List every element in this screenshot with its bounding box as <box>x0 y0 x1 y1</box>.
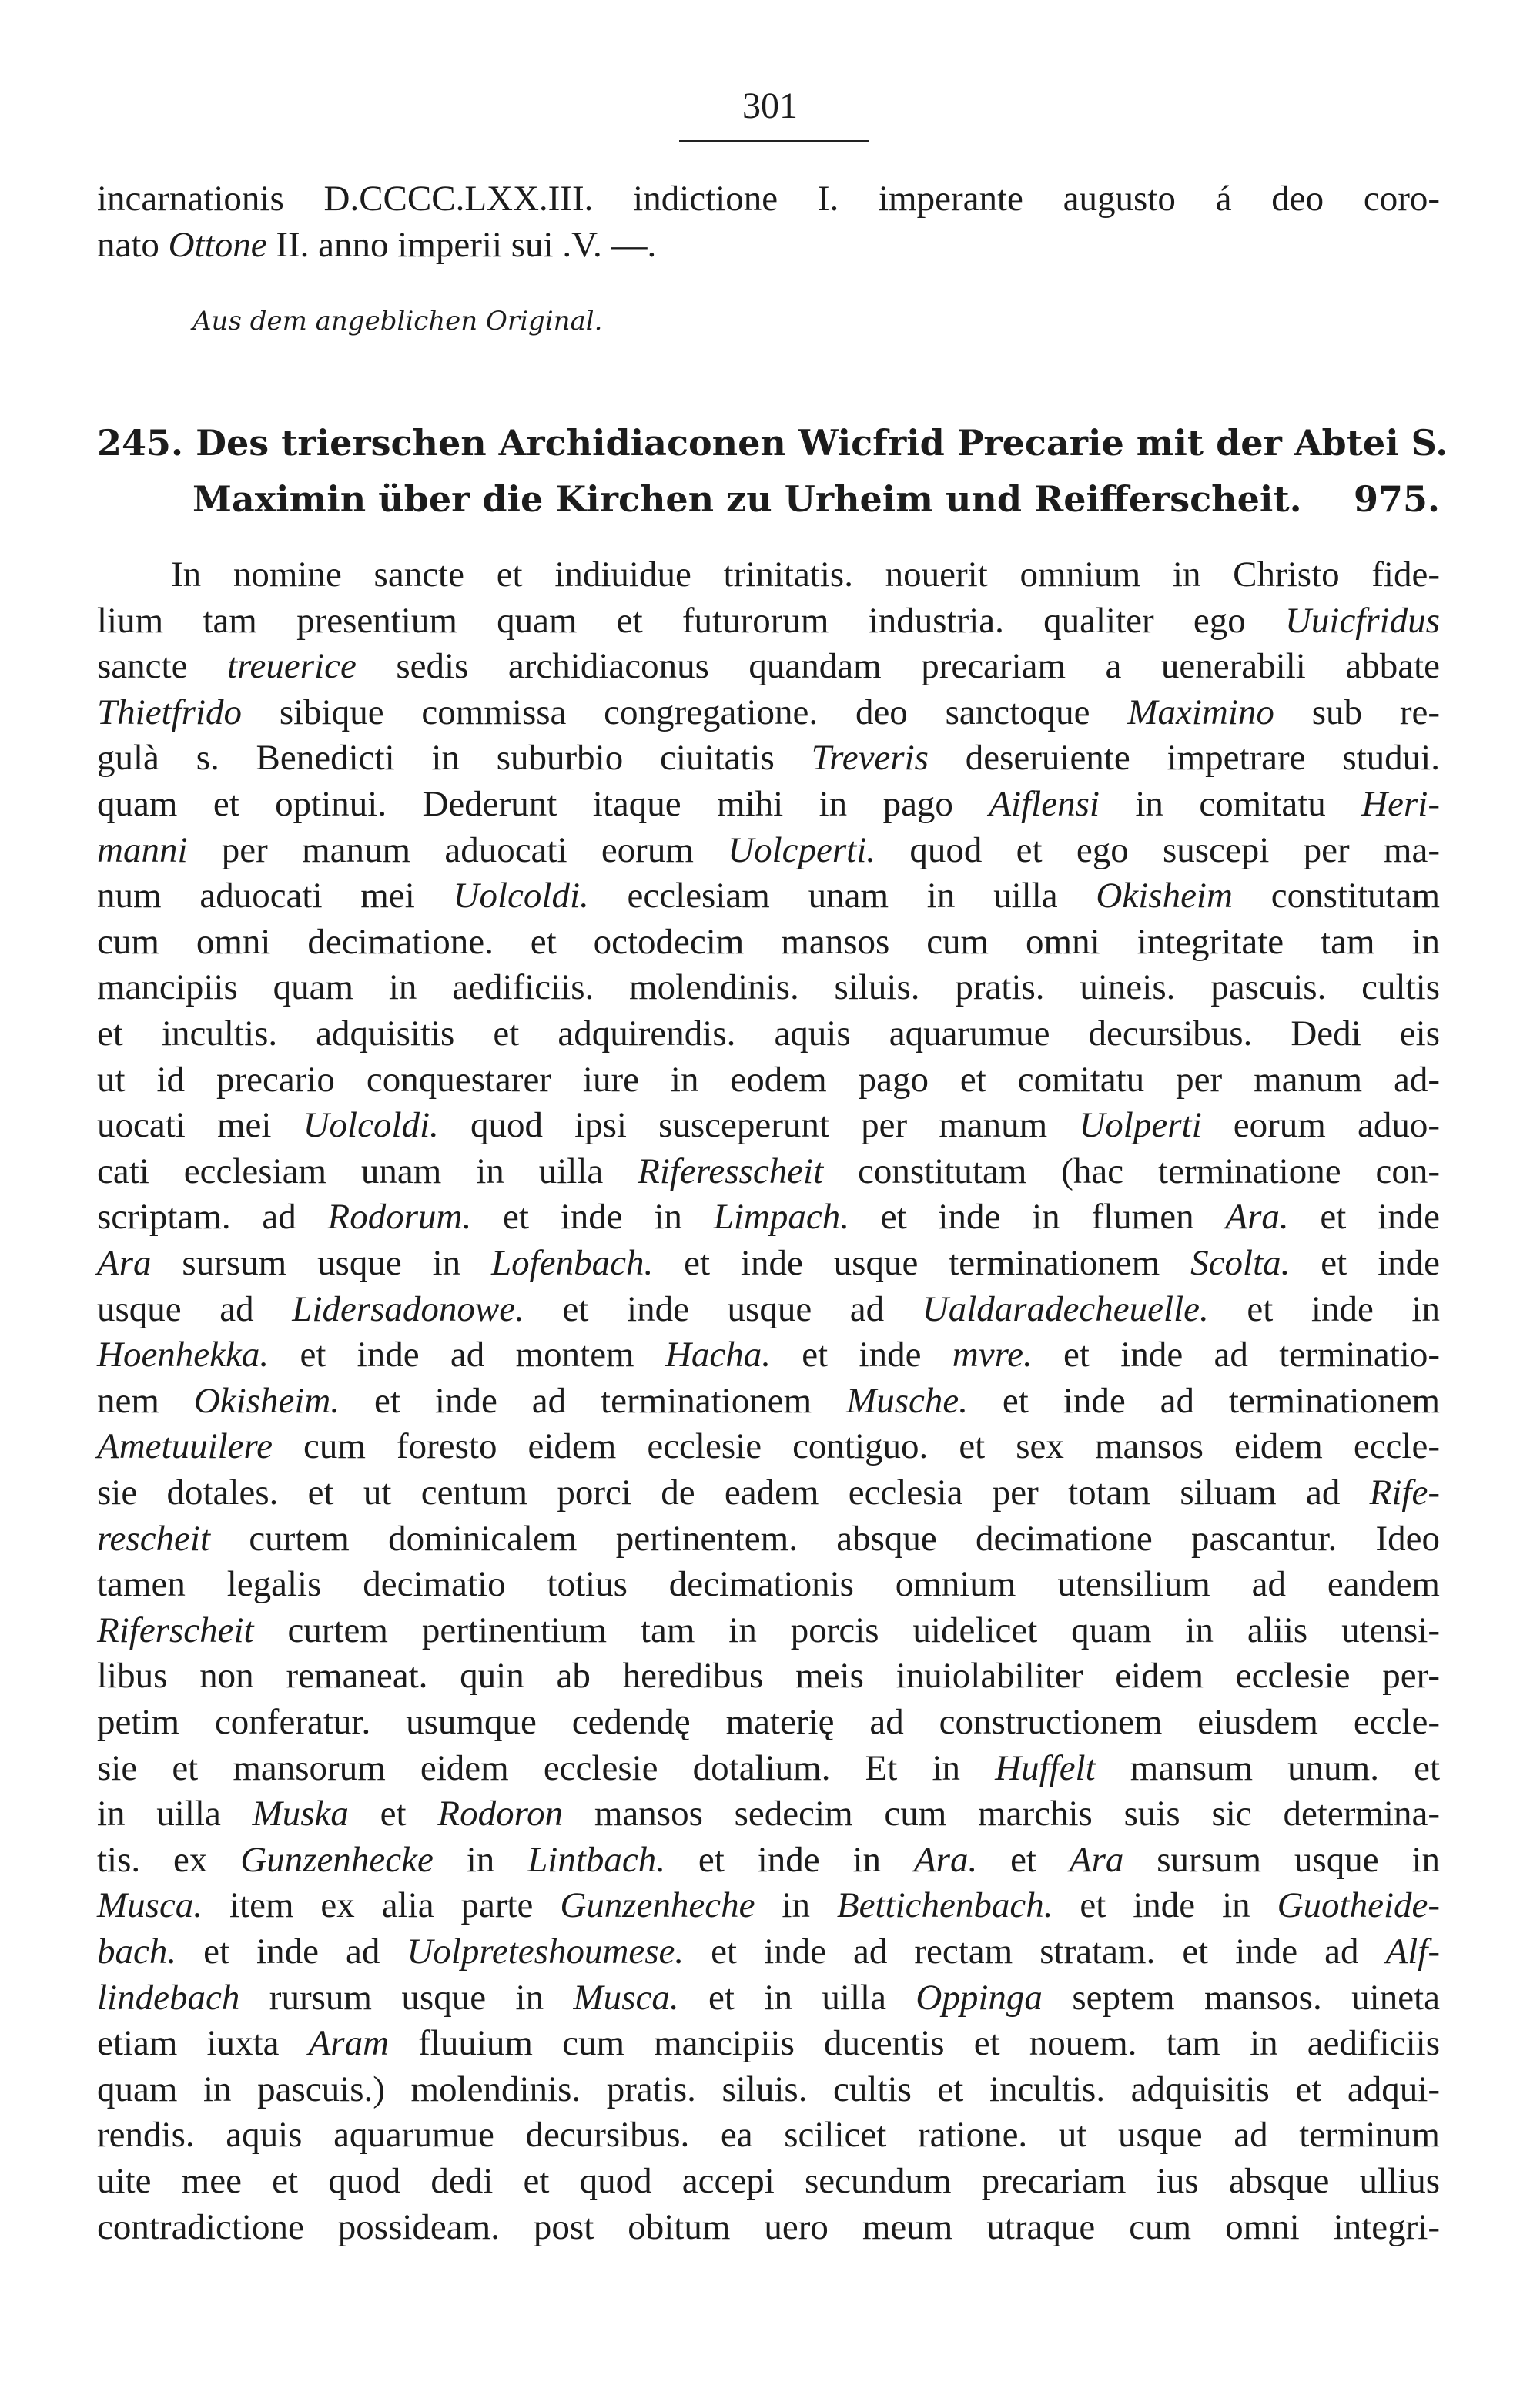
text-run: rursum usque in <box>239 1977 574 2018</box>
text-line <box>97 1469 1440 1516</box>
text-run: et inde usque terminationem <box>653 1243 1191 1283</box>
italic-name: Lintbach. <box>527 1839 666 1880</box>
text-run: curtem dominicalem pertinentem. absque decimatione pascantur. Ideo <box>210 1518 1440 1559</box>
text-line <box>97 1286 1440 1332</box>
italic-name: Limpach. <box>713 1197 849 1238</box>
italic-name: Musca. <box>573 1977 679 2018</box>
text-line <box>97 827 1440 873</box>
text-run: mansum unum. et <box>1095 1747 1441 1788</box>
italic-name: Alf- <box>1385 1931 1441 1972</box>
text-run: curtem pertinentium tam in porcis uidelicet quam in aliis utensi- <box>253 1610 1440 1650</box>
italic-name: manni <box>97 829 188 870</box>
text-run: quod ipsi susceperunt per manum <box>438 1105 1080 1146</box>
text-run: deseruiente impetrare studui. <box>928 738 1440 779</box>
text-line <box>97 1332 1440 1378</box>
text-run: in comitatu <box>1099 784 1362 824</box>
italic-name: Musca. <box>97 1885 203 1926</box>
italic-name: Hacha. <box>665 1335 771 1375</box>
text-run: ut id precario conquestarer iure in eodem pago et comitatu per manum ad- <box>97 1059 1440 1100</box>
text-line <box>97 598 1440 644</box>
italic-name: Ottone <box>168 225 267 265</box>
text-line <box>97 1516 1440 1562</box>
text-run: et in uilla <box>678 1977 916 2018</box>
text-run: et inde ad terminatio- <box>1032 1335 1441 1375</box>
italic-name: Ara. <box>1225 1197 1289 1238</box>
text-run: in uilla <box>97 1794 253 1834</box>
italic-name: treuerice <box>226 646 357 687</box>
italic-name: Guotheide- <box>1277 1885 1441 1926</box>
italic-name: Musche. <box>846 1380 968 1421</box>
italic-name: mvre. <box>952 1335 1033 1375</box>
text-run: et inde in <box>471 1197 714 1238</box>
text-line <box>97 1102 1440 1148</box>
text-line <box>97 735 1440 781</box>
italic-name: Lofenbach. <box>491 1243 654 1283</box>
text-run: et inde <box>771 1335 952 1375</box>
text-line <box>97 643 1440 689</box>
italic-name: Rife- <box>1369 1472 1440 1513</box>
text-line <box>97 1975 1440 2021</box>
italic-name: Uolcoldi. <box>453 876 589 916</box>
text-line <box>97 551 1440 598</box>
text-line <box>97 1607 1440 1653</box>
text-line <box>97 1653 1440 1699</box>
italic-name: Bettichenbach. <box>836 1885 1053 1926</box>
text-run: et inde in flumen <box>849 1197 1226 1238</box>
text-line <box>97 1148 1440 1194</box>
text-run: et <box>977 1839 1070 1880</box>
italic-name: Treveris <box>811 738 929 779</box>
italic-name: Ara <box>1069 1839 1124 1880</box>
text-run: nato <box>97 225 169 265</box>
text-run: constitutam (hac terminatione con- <box>823 1151 1441 1191</box>
charter-title-line-1: Des trierschen Archidiaconen Wicfrid Precarie mit der Abtei S. <box>196 422 1448 464</box>
text-line <box>97 1699 1440 1745</box>
italic-name: Maximino <box>1127 692 1274 732</box>
italic-name: Uolcperti. <box>728 829 876 870</box>
text-line <box>97 781 1440 827</box>
charter-number: 245. <box>97 422 184 464</box>
text-run: petim conferatur. usumque cedendę materię ad constructionem eiusdem eccle- <box>97 1702 1440 1742</box>
text-run: sedis archidiaconus quandam precariam a uenerabili abbate <box>356 646 1440 687</box>
italic-name: Ara. <box>913 1839 978 1880</box>
text-line <box>97 2112 1440 2158</box>
text-run: in <box>755 1885 837 1926</box>
text-line <box>97 1057 1440 1103</box>
italic-name: Gunzenheche <box>560 1885 755 1926</box>
text-run: II. anno imperii sui .V. —. <box>266 225 657 265</box>
text-run: sancte <box>97 646 227 687</box>
italic-name: lindebach <box>97 1977 240 2018</box>
text-run: et inde in <box>665 1839 914 1880</box>
text-run: constitutam <box>1232 876 1441 916</box>
source-note: Aus dem angeblichen Original. <box>192 306 603 337</box>
text-run: per manum aduocati eorum <box>187 829 728 870</box>
text-run: quam in pascuis.) molendinis. pratis. siluis. cultis et incultis. adquisitis et adqui- <box>97 2069 1440 2109</box>
text-run: et incultis. adquisitis et adquirendis. aquis aquarumue decursibus. Dedi eis <box>97 1013 1440 1054</box>
italic-name: Thietfrido <box>97 692 243 732</box>
text-run: sie et mansorum eidem ecclesie dotalium. Et in <box>97 1747 996 1788</box>
charter-heading-line-1 <box>97 417 1448 468</box>
text-run: et inde usque ad <box>524 1288 922 1329</box>
text-run: et inde in <box>1053 1885 1277 1926</box>
italic-name: Aiflensi <box>989 784 1100 824</box>
text-run: item ex alia parte <box>203 1885 561 1926</box>
italic-name: Okisheim <box>1096 876 1233 916</box>
text-run: nem <box>97 1380 194 1421</box>
text-run: mansos sedecim cum marchis suis sic determina- <box>563 1794 1441 1834</box>
text-run: et inde ad <box>176 1931 407 1972</box>
text-run: uite mee et quod dedi et quod accepi secundum precariam ius absque ullius <box>97 2161 1440 2201</box>
italic-name: Gunzenhecke <box>240 1839 434 1880</box>
italic-name: Rodoron <box>437 1794 564 1834</box>
text-run: In nomine sancte et indiuidue trinitatis. nouerit omnium in Christo fide- <box>171 554 1440 595</box>
italic-name: Riferesscheit <box>638 1151 824 1191</box>
italic-name: rescheit <box>97 1518 211 1559</box>
text-run: et inde ad terminationem <box>340 1380 847 1421</box>
text-run: num aduocati mei <box>97 876 454 916</box>
italic-name: Uolperti <box>1079 1105 1202 1146</box>
italic-name: Ametuuilere <box>97 1426 273 1467</box>
text-run: et inde ad rectam stratam. et inde ad <box>684 1931 1386 1972</box>
italic-name: Uolpreteshoumese. <box>407 1931 685 1972</box>
text-run: tamen legalis decimatio totius decimationis omnium utensilium ad eandem <box>97 1564 1440 1605</box>
charter-title-line-2: Maximin über die Kirchen zu Urheim und Reifferscheit. <box>192 478 1302 520</box>
text-run: sie dotales. et ut centum porci de eadem ecclesia per totam siluam ad <box>97 1472 1370 1513</box>
text-line <box>97 1423 1440 1469</box>
text-run: tis. ex <box>97 1839 241 1880</box>
text-run: et <box>348 1794 438 1834</box>
text-line <box>97 1837 1440 1883</box>
text-run: sibique commissa congregatione. deo sanctoque <box>242 692 1128 732</box>
text-run: usque ad <box>97 1288 293 1329</box>
text-run: uocati mei <box>97 1105 303 1146</box>
text-run: rendis. aquis aquarumue decursibus. ea scilicet ratione. ut usque ad terminum <box>97 2115 1440 2156</box>
text-line <box>97 1194 1440 1240</box>
italic-name: Oppinga <box>916 1977 1043 2018</box>
text-run: libus non remaneat. quin ab heredibus meis inuiolabiliter eidem ecclesie per- <box>97 1656 1440 1697</box>
text-run: in <box>433 1839 528 1880</box>
text-run: et inde <box>1288 1197 1440 1238</box>
italic-name: Riferscheit <box>97 1610 254 1650</box>
text-line <box>97 1240 1440 1286</box>
text-line <box>97 2158 1440 2204</box>
text-run: et inde ad terminationem <box>968 1380 1441 1421</box>
text-run: scriptam. ad <box>97 1197 328 1238</box>
text-line <box>97 176 1440 222</box>
italic-name: Uuicfridus <box>1284 600 1440 641</box>
text-line <box>97 2204 1440 2250</box>
text-run: eorum aduo- <box>1201 1105 1440 1146</box>
text-run: et inde <box>1290 1243 1441 1283</box>
italic-name: Huffelt <box>995 1747 1096 1788</box>
text-run: contradictione possideam. post obitum uero meum utraque cum omni integri- <box>97 2206 1440 2247</box>
italic-name: Scolta. <box>1190 1243 1291 1283</box>
text-run: sursum usque in <box>151 1243 492 1283</box>
text-line <box>97 1561 1440 1607</box>
italic-name: Ualdaradecheuelle. <box>922 1288 1209 1329</box>
text-line <box>97 2066 1440 2112</box>
italic-name: Rodorum. <box>327 1197 472 1238</box>
text-run: sub re- <box>1274 692 1440 732</box>
italic-name: Okisheim. <box>193 1380 340 1421</box>
italic-name: Uolcoldi. <box>303 1105 439 1146</box>
italic-name: Ara <box>97 1243 152 1283</box>
text-line <box>97 1378 1440 1424</box>
italic-name: Hoenhekka. <box>97 1335 270 1375</box>
text-line <box>97 689 1440 735</box>
text-line <box>97 1791 1440 1837</box>
text-line <box>97 1882 1440 1928</box>
text-run: quod et ego suscepi per ma- <box>875 829 1440 870</box>
text-line <box>97 1010 1440 1057</box>
italic-name: bach. <box>97 1931 177 1972</box>
page-number: 301 <box>742 85 798 126</box>
text-line <box>97 873 1440 919</box>
text-run: lium tam presentium quam et futurorum industria. qualiter ego <box>97 600 1285 641</box>
text-line <box>97 919 1440 965</box>
italic-name: Heri- <box>1361 784 1440 824</box>
text-run: septem mansos. uineta <box>1042 1977 1440 2018</box>
text-run: sursum usque in <box>1123 1839 1441 1880</box>
italic-name: Muska <box>252 1794 349 1834</box>
charter-heading-line-2 <box>192 474 1440 524</box>
text-run: etiam iuxta <box>97 2023 309 2064</box>
page-number-rule <box>679 140 869 142</box>
text-run: cati ecclesiam unam in uilla <box>97 1151 638 1191</box>
text-run: et inde in <box>1208 1288 1440 1329</box>
text-line <box>97 1745 1440 1791</box>
text-run: ecclesiam unam in uilla <box>588 876 1096 916</box>
text-line <box>97 2020 1440 2066</box>
text-run: gulà s. Benedicti in suburbio ciuitatis <box>97 738 812 779</box>
text-run: cum omni decimatione. et octodecim mansos cum omni integritate tam in <box>97 921 1440 962</box>
text-run: cum foresto eidem ecclesie contiguo. et sex mansos eidem eccle- <box>272 1426 1440 1467</box>
italic-name: Aram <box>308 2023 390 2064</box>
text-run: quam et optinui. Dederunt itaque mihi in pago <box>97 784 989 824</box>
charter-year: 975. <box>1353 478 1440 520</box>
text-line <box>97 222 1440 268</box>
text-run: mancipiis quam in aedificiis. molendinis. siluis. pratis. uineis. pascuis. cultis <box>97 967 1440 1008</box>
text-line <box>97 964 1440 1010</box>
text-run: incarnationis D.CCCC.LXX.III. indictione I. imperante augusto á deo coro- <box>97 179 1440 219</box>
text-line <box>97 1928 1440 1975</box>
text-run: et inde ad montem <box>269 1335 665 1375</box>
text-run: fluuium cum mancipiis ducentis et nouem. tam in aedificiis <box>389 2023 1441 2064</box>
italic-name: Lidersadonowe. <box>292 1288 524 1329</box>
